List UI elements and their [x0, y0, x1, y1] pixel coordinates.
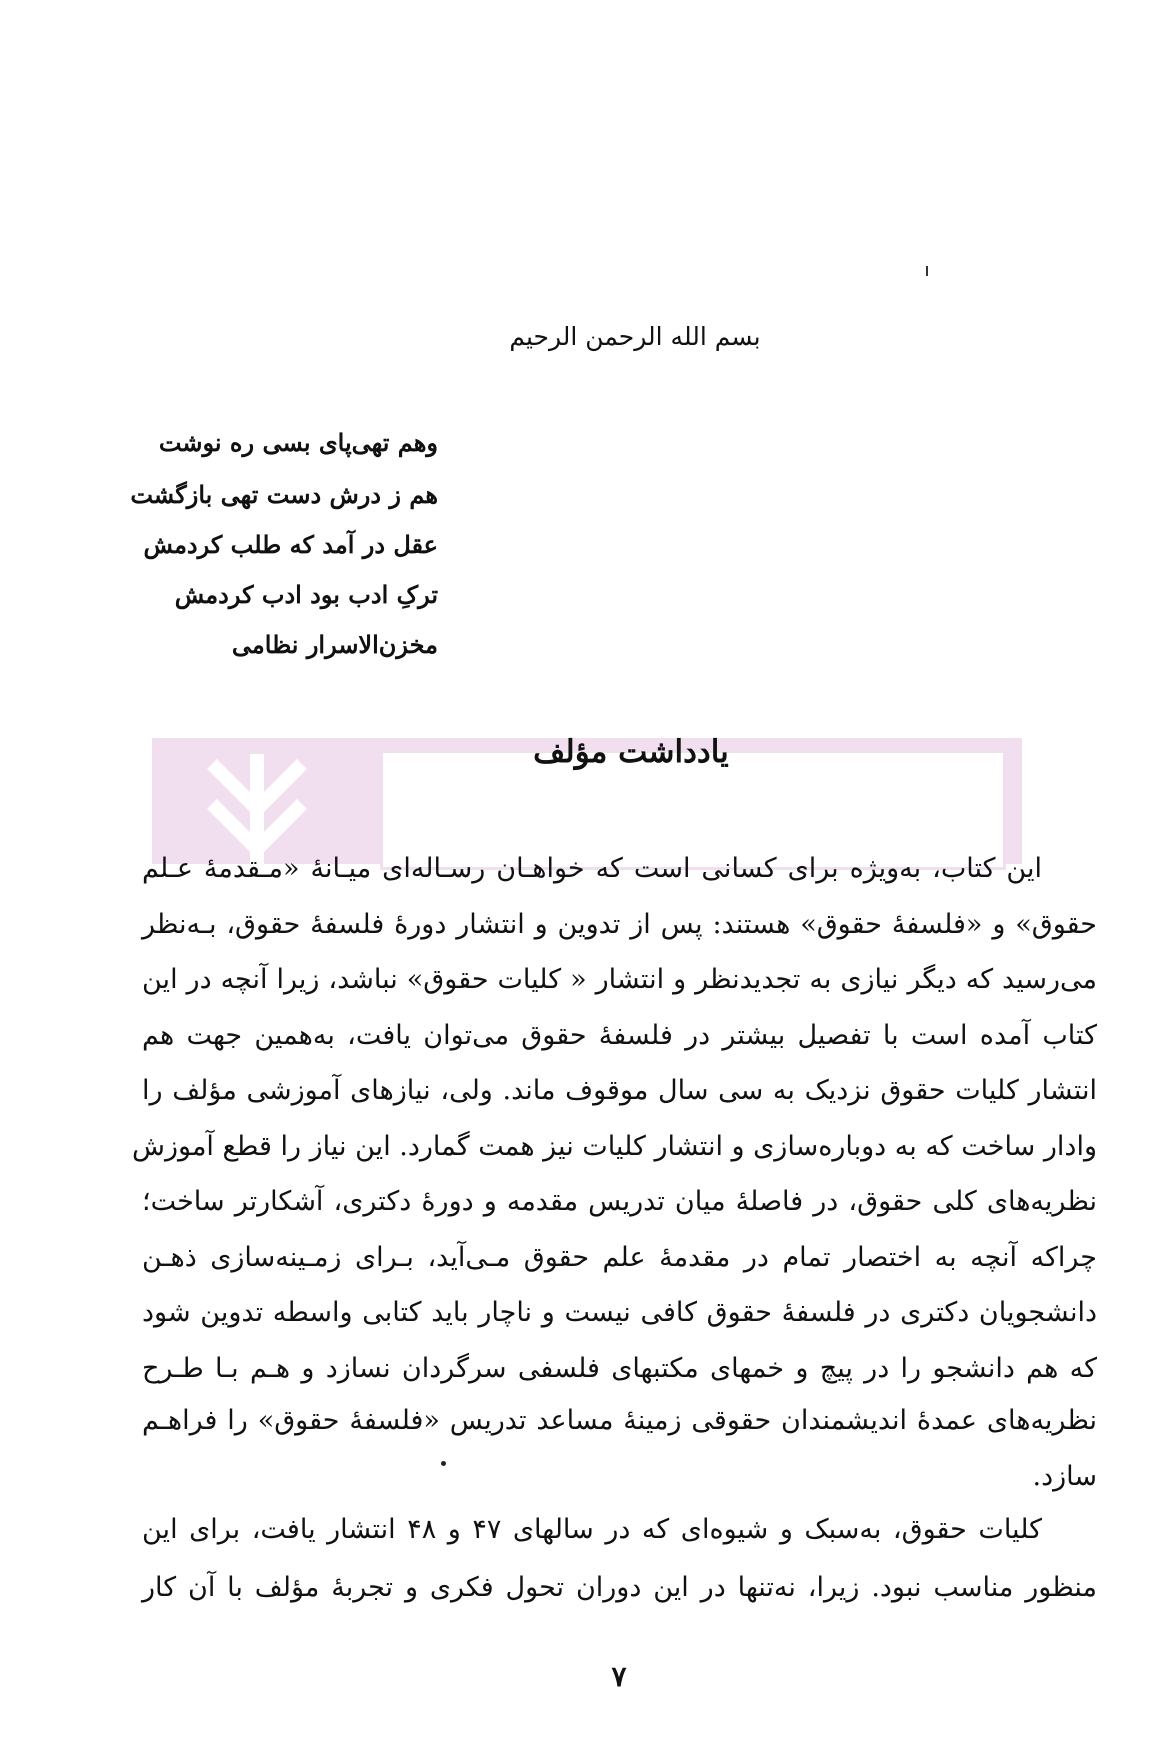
stray-dot [441, 1461, 446, 1466]
poem-line: ترکِ ادب بود ادب کردمش [174, 580, 438, 609]
paragraph-line: انتشار کلیات حقوق نزدیک به سی سال موقوف ماند. ولی، نیازهای آموزشی مؤلف را [142, 1075, 1097, 1106]
poem-line: وهم تهی‌پای بسی ره نوشت [158, 428, 438, 457]
paragraph-line: منظور مناسب نبود. زیرا، نه‌تنها در این دوران تحول فکری و تجربهٔ مؤلف با آن کار [142, 1572, 1097, 1603]
paragraph-line: این کتاب، به‌ویژه برای کسانی است که خواهـان رسـاله‌ای میـانهٔ «مـقدمهٔ عـلم [142, 853, 1042, 884]
paragraph-line: کلیات حقوق، به‌سبک و شیوه‌ای که در سالهای ۴۷ و ۴۸ انتشار یافت، برای این [142, 1514, 1042, 1545]
section-heading: یادداشت مؤلف [533, 734, 729, 770]
page-number: ٧ [611, 1660, 627, 1693]
paragraph-line: حقوق» و «فلسفهٔ حقوق» هستند: پس از تدوین و انتشار دورهٔ فلسفهٔ حقوق، بـه‌نظر [142, 909, 1097, 940]
paragraph-line: سازد. [1032, 1461, 1097, 1492]
paragraph-line: که هم دانشجو را در پیچ و خمهای مکتبهای فلسفی سرگردان نسازد و هـم بـا طـرح [142, 1353, 1097, 1384]
poem-line: عقل در آمد که طلب کردمش [143, 530, 438, 559]
watermark-logo-icon [202, 754, 312, 864]
paragraph-line: چراکه آنچه به اختصار تمام در مقدمهٔ علم حقوق مـی‌آید، بـرای زمـینه‌سازی ذهـن [142, 1242, 1097, 1273]
poem-line: هم ز درش دست تهی بازگشت [130, 480, 438, 509]
paragraph-line: وادار ساخت که به دوباره‌سازی و انتشار کلیات نیز همت گمارد. این نیاز را قطع آموزش [132, 1131, 1097, 1162]
bismillah: بسم الله الرحمن الرحیم [509, 322, 761, 351]
paragraph-line: می‌رسید که دیگر نیازی به تجدیدنظر و انتشار « کلیات حقوق» نباشد، زیرا آنچه در این [142, 964, 1097, 995]
poem-source: مخزن‌الاسرار نظامی [231, 630, 438, 659]
scan-mark [926, 266, 928, 276]
paragraph-line: کتاب آمده است با تفصیل بیشتر در فلسفهٔ حقوق می‌توان یافت، به‌همین جهت هم [142, 1020, 1097, 1051]
paragraph-line: نظریه‌های عمدهٔ اندیشمندان حقوقی زمینهٔ مساعد تدریس «فلسفهٔ حقوق» را فراهـم [142, 1405, 1097, 1436]
paragraph-line: نظریه‌های کلی حقوق، در فاصلهٔ میان تدریس مقدمه و دورهٔ دکتری، آشکارتر ساخت؛ [142, 1186, 1097, 1217]
paragraph-line: دانشجویان دکتری در فلسفهٔ حقوق کافی نیست و ناچار باید کتابی واسطه تدوین شود [142, 1297, 1097, 1328]
